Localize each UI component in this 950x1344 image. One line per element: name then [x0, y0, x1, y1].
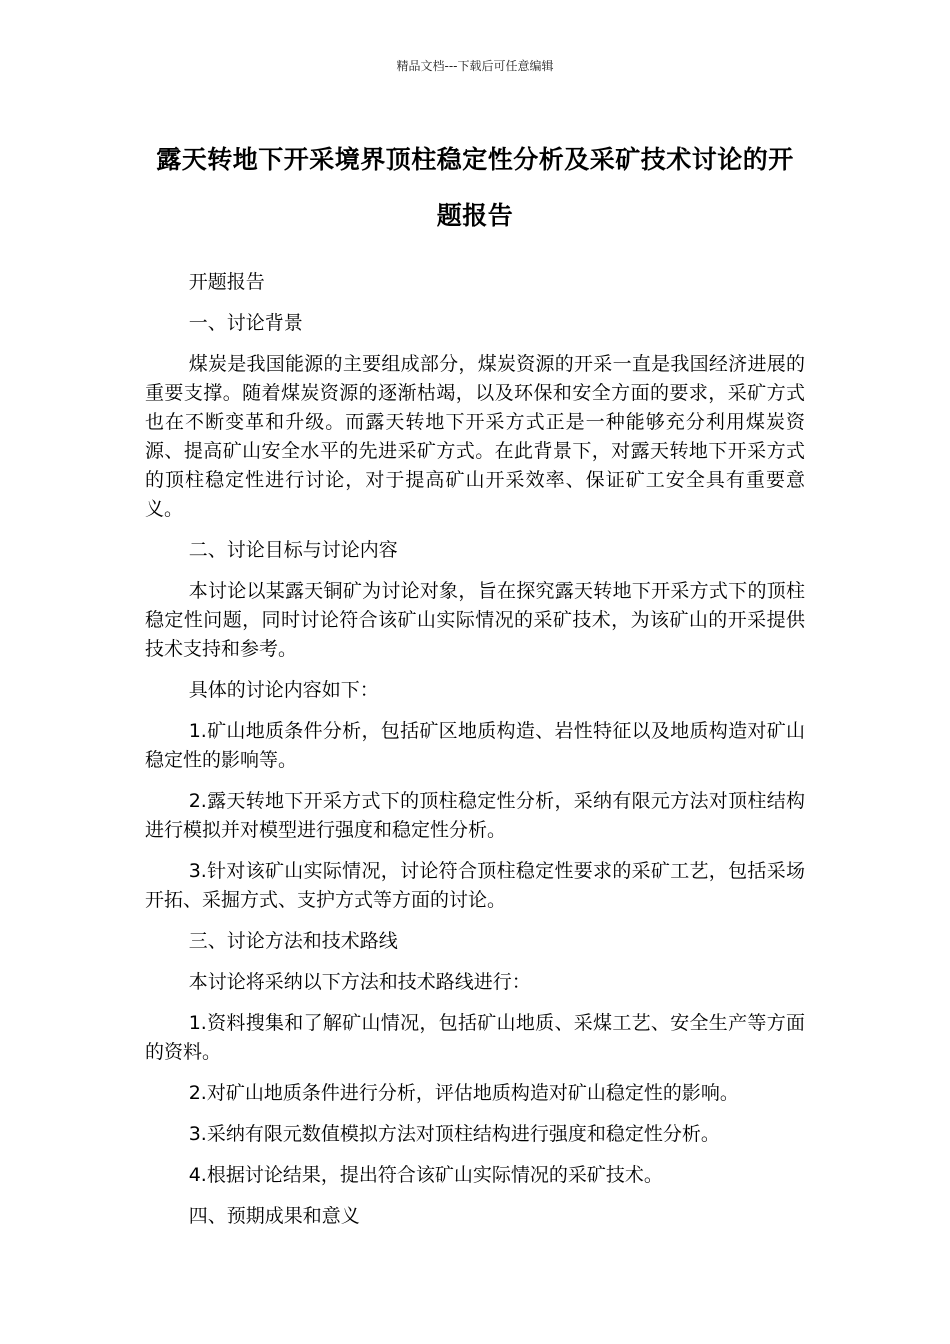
section-heading-outcomes: 四、预期成果和意义 — [188, 1205, 360, 1227]
section-heading-background: 一、讨论背景 — [188, 312, 303, 334]
paragraph-background: 煤炭是我国能源的主要组成部分，煤炭资源的开采一直是我国经济进展的重要支撑。随着煤炭资源的逐渐枯竭，以及环保和安全方面的要求，采矿方式也在不断变革和升级。而露天转地下开采方式正是一种能够充分利用煤炭资源、提高矿山安全水平的先进采矿方式。在此背景下，对露天转地下开采方式的顶柱稳定性进行讨论，对于提高矿山开采效率、保证矿工安全具有重要意义。 — [145, 353, 805, 520]
paragraph-methods-intro: 本讨论将采纳以下方法和技术路线进行： — [188, 971, 531, 993]
list-item-content-3: 3.针对该矿山实际情况，讨论符合顶柱稳定性要求的采矿工艺，包括采场开拓、采掘方式、支护方式等方面的讨论。 — [145, 860, 805, 911]
paragraph-goals: 本讨论以某露天铜矿为讨论对象，旨在探究露天转地下开采方式下的顶柱稳定性问题，同时讨论符合该矿山实际情况的采矿技术，为该矿山的开采提供技术支持和参考。 — [145, 580, 805, 660]
paragraph-heading-report: 开题报告 — [188, 271, 265, 293]
list-item-method-4: 4.根据讨论结果，提出符合该矿山实际情况的采矿技术。 — [188, 1164, 663, 1186]
document-body — [145, 268, 805, 1243]
list-item-content-2: 2.露天转地下开采方式下的顶柱稳定性分析，采纳有限元方法对顶柱结构进行模拟并对模型进行强度和稳定性分析。 — [145, 790, 805, 841]
section-heading-methods: 三、讨论方法和技术路线 — [188, 930, 398, 952]
list-item-method-1: 1.资料搜集和了解矿山情况，包括矿山地质、采煤工艺、安全生产等方面的资料。 — [145, 1012, 805, 1063]
list-item-content-1: 1.矿山地质条件分析，包括矿区地质构造、岩性特征以及地质构造对矿山稳定性的影响等。 — [145, 720, 805, 771]
document-title: 露天转地下开采境界顶柱稳定性分析及采矿技术讨论的开题报告 — [156, 145, 794, 230]
list-item-method-2: 2.对矿山地质条件进行分析，评估地质构造对矿山稳定性的影响。 — [188, 1082, 739, 1104]
section-heading-goals: 二、讨论目标与讨论内容 — [188, 539, 398, 561]
header-note: 精品文档---下载后可任意编辑 — [396, 59, 554, 73]
paragraph-content-intro: 具体的讨论内容如下： — [188, 679, 379, 701]
list-item-method-3: 3.采纳有限元数值模拟方法对顶柱结构进行强度和稳定性分析。 — [188, 1123, 720, 1145]
